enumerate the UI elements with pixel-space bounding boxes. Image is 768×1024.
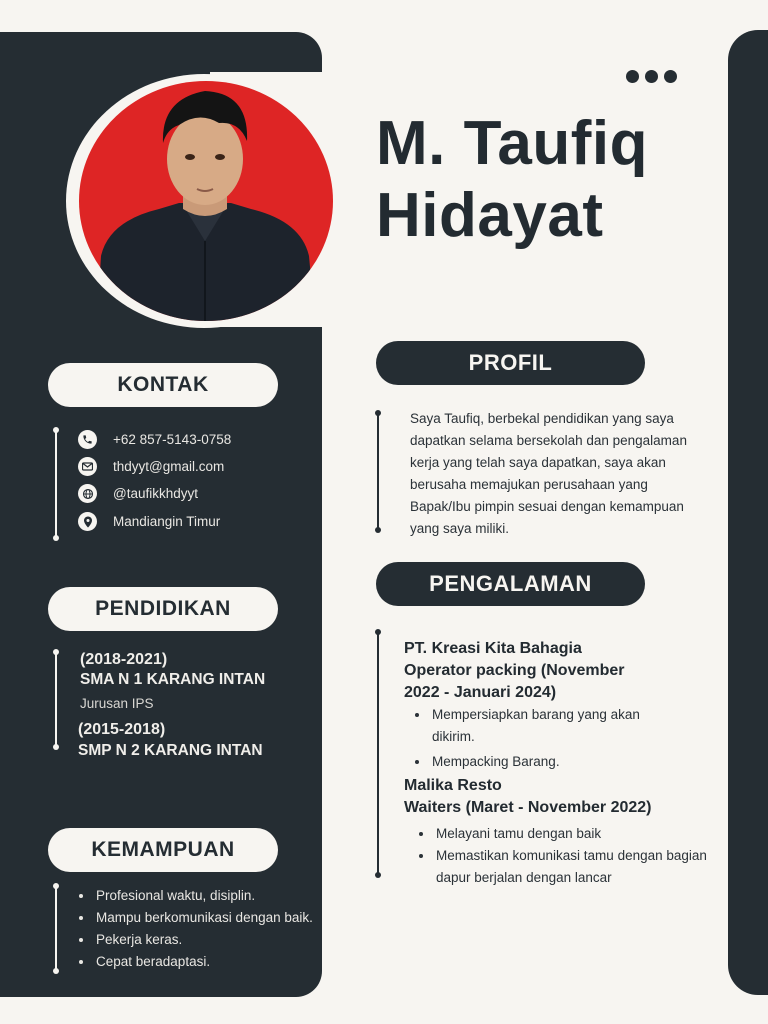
- kemampuan-timeline: [55, 886, 57, 971]
- name-line-1: M. Taufiq: [376, 109, 648, 178]
- pengalaman-heading: PENGALAMAN: [376, 562, 645, 606]
- contact-social: [78, 484, 198, 503]
- mail-icon: [78, 457, 97, 476]
- skills-list: [78, 885, 314, 973]
- list-item: • Pekerja keras.: [94, 929, 314, 951]
- pendidikan-heading: PENDIDIKAN: [48, 587, 278, 631]
- profil-timeline: [377, 413, 379, 530]
- more-dots-icon: [626, 70, 677, 83]
- edu-major-1: Jurusan IPS: [80, 696, 154, 711]
- edu-years-2: (2015-2018): [78, 721, 166, 738]
- job-company-2: Malika Resto: [404, 777, 502, 794]
- list-item: • Mempacking Barang.: [430, 751, 660, 773]
- location-icon: [78, 512, 97, 531]
- phone-icon: [78, 430, 97, 449]
- name-line-2: Hidayat: [376, 181, 604, 250]
- list-item: • Mempersiapkan barang yang akan dikirim.: [430, 704, 660, 748]
- pendidikan-timeline: [55, 652, 57, 747]
- full-name: [376, 108, 648, 252]
- edu-school-1: SMA N 1 KARANG INTAN: [80, 671, 266, 688]
- profil-heading: PROFIL: [376, 341, 645, 385]
- job-role-1: Operator packing (November 2022 - Januari 2024): [404, 662, 625, 701]
- pengalaman-timeline: [377, 632, 379, 875]
- phone-text: +62 857-5143-0758: [113, 432, 232, 447]
- list-item: • Mampu berkomunikasi dengan baik.: [94, 907, 314, 929]
- kontak-timeline: [55, 430, 57, 538]
- globe-icon: [78, 484, 97, 503]
- profile-photo: [79, 81, 333, 321]
- job-role-2: Waiters (Maret - November 2022): [404, 799, 652, 816]
- contact-location: [78, 512, 220, 531]
- kemampuan-heading: KEMAMPUAN: [48, 828, 278, 872]
- kontak-heading: KONTAK: [48, 363, 278, 407]
- job-tasks-2: [418, 823, 724, 889]
- list-item: • Melayani tamu dengan baik: [434, 823, 724, 845]
- location-text: Mandiangin Timur: [113, 514, 221, 529]
- list-item: • Profesional waktu, disiplin.: [94, 885, 314, 907]
- email-text: thdyyt@gmail.com: [113, 459, 225, 474]
- profil-text: Saya Taufiq, berbekal pendidikan yang saya dapatkan selama bersekolah dan pengalaman kerja yang telah saya dapatkan, saya akan berusaha memajukan perusahaan yang Bapak/Ibu pimpin sesuai dengan kemampuan yang saya miliki.: [410, 411, 687, 536]
- job-company-1: PT. Kreasi Kita Bahagia: [404, 640, 582, 657]
- list-item: • Cepat beradaptasi.: [94, 951, 314, 973]
- contact-email: [78, 457, 224, 476]
- contact-phone: [78, 430, 231, 449]
- job-tasks-1: [414, 704, 660, 773]
- social-text: @taufikkhdyyt: [113, 486, 198, 501]
- edu-years-1: (2018-2021): [80, 651, 168, 668]
- right-decor-bar: [728, 30, 768, 995]
- list-item: • Memastikan komunikasi tamu dengan bagian dapur berjalan dengan lancar: [434, 845, 724, 889]
- edu-school-2: SMP N 2 KARANG INTAN: [78, 742, 263, 759]
